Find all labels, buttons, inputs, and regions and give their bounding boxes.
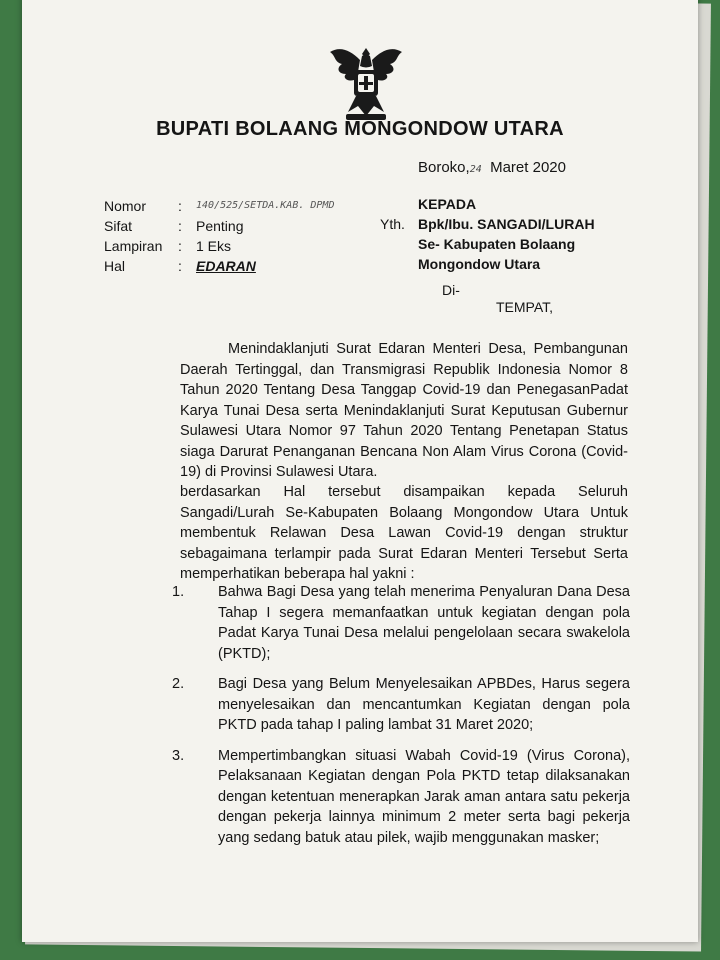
recipient-line: Bpk/Ibu. SANGADI/LURAH (418, 216, 595, 232)
meta-label: Lampiran (104, 238, 163, 254)
body-paragraph: berdasarkan Hal tersebut disampaikan kepada Seluruh Sangadi/Lurah Se-Kabupaten Bolaang Mongondow Utara Untuk membentuk Relawan Desa Lawan Covid-19 dengan struktur sebagaimana terlampir pada Surat Edaran Menteri Tersebut Serta memperhatikan beberapa hal yakni : (180, 484, 628, 582)
meta-row-sifat (104, 216, 336, 236)
list-item (172, 674, 630, 736)
recipient-tempat: TEMPAT, (496, 299, 554, 315)
date-month-year: Maret 2020 (490, 159, 566, 176)
meta-colon: : (178, 218, 182, 234)
meta-lampiran-value: 1 Eks (196, 238, 232, 254)
meta-label: Sifat (104, 218, 133, 234)
letter-page (22, 0, 698, 942)
body-paragraph: Menindaklanjuti Surat Edaran Menteri Desa, Pembangunan Daerah Tertinggal, dan Transmigrasi Republik Indonesia Nomor 8 Tahun 2020 Tentang Desa Tanggap Covid-19 dan PenegasanPadat Karya Tunai Desa serta Menindaklanjuti Surat Keputusan Gubernur Sulawesi Utara Nomor 97 Tahun 2020 Tentang Penetapan Status siaga Darurat Penanganan Bencana Non Alam Virus Corona (Covid-19) di Provinsi Sulawesi Utara. (180, 341, 628, 480)
numbered-list (172, 582, 630, 858)
meta-row-lampiran (104, 236, 336, 256)
list-item (172, 582, 630, 664)
letter-meta (104, 196, 336, 276)
meta-colon: : (178, 238, 182, 254)
meta-row-hal (104, 256, 336, 276)
meta-label: Nomor (104, 198, 147, 214)
recipient-line: Se- Kabupaten Bolaang (418, 236, 576, 252)
list-item-text: Mempertimbangkan situasi Wabah Covid-19 (Virus Corona), Pelaksanaan Kegiatan dengan Pola PKTD tetap dilaksanakan dengan ketentuan menerapkan Jarak aman antara satu pekerja dengan pekerja lainnya minimum 2 meter serta bagi pekerja yang sedang batuk atau pilek, wajib menggunakan masker; (218, 747, 630, 846)
meta-colon: : (178, 198, 182, 214)
yth-label: Yth. (380, 216, 405, 232)
list-item-number: 3. (172, 747, 185, 764)
meta-nomor-value: 140/525/SETDA.KAB. DPMD (196, 200, 335, 211)
meta-hal-value: EDARAN (196, 258, 256, 274)
meta-sifat-value: Penting (196, 218, 244, 234)
recipient-kepada: KEPADA (418, 196, 477, 212)
list-item-number: 2. (172, 676, 185, 692)
meta-label: Hal (104, 258, 126, 274)
garuda-emblem-icon (322, 38, 410, 126)
list-item-text: Bagi Desa yang Belum Menyelesaikan APBDes, Harus segera menyelesaikan dan mencantumkan Kegiatan dengan pola PKTD pada tahap I paling lambat 31 Maret 2020; (218, 676, 630, 733)
list-item-text: Bahwa Bagi Desa yang telah menerima Penyaluran Dana Desa Tahap I segera memanfaatkan untuk kegiatan dengan pola Padat Karya Tunai Desa melalui pengelolaan secara swakelola (PKTD); (218, 584, 630, 662)
letter-date (418, 159, 566, 176)
meta-row-nomor (104, 196, 336, 216)
list-item-number: 1. (172, 584, 185, 600)
list-item (172, 746, 630, 849)
date-place: Boroko, (418, 159, 470, 176)
recipient-block (418, 194, 595, 274)
meta-colon: : (178, 258, 182, 274)
date-day: 24 (469, 164, 482, 175)
letterhead-title: BUPATI BOLAANG MONGONDOW UTARA (156, 118, 564, 140)
recipient-line: Mongondow Utara (418, 256, 541, 272)
recipient-di: Di- (442, 282, 460, 298)
